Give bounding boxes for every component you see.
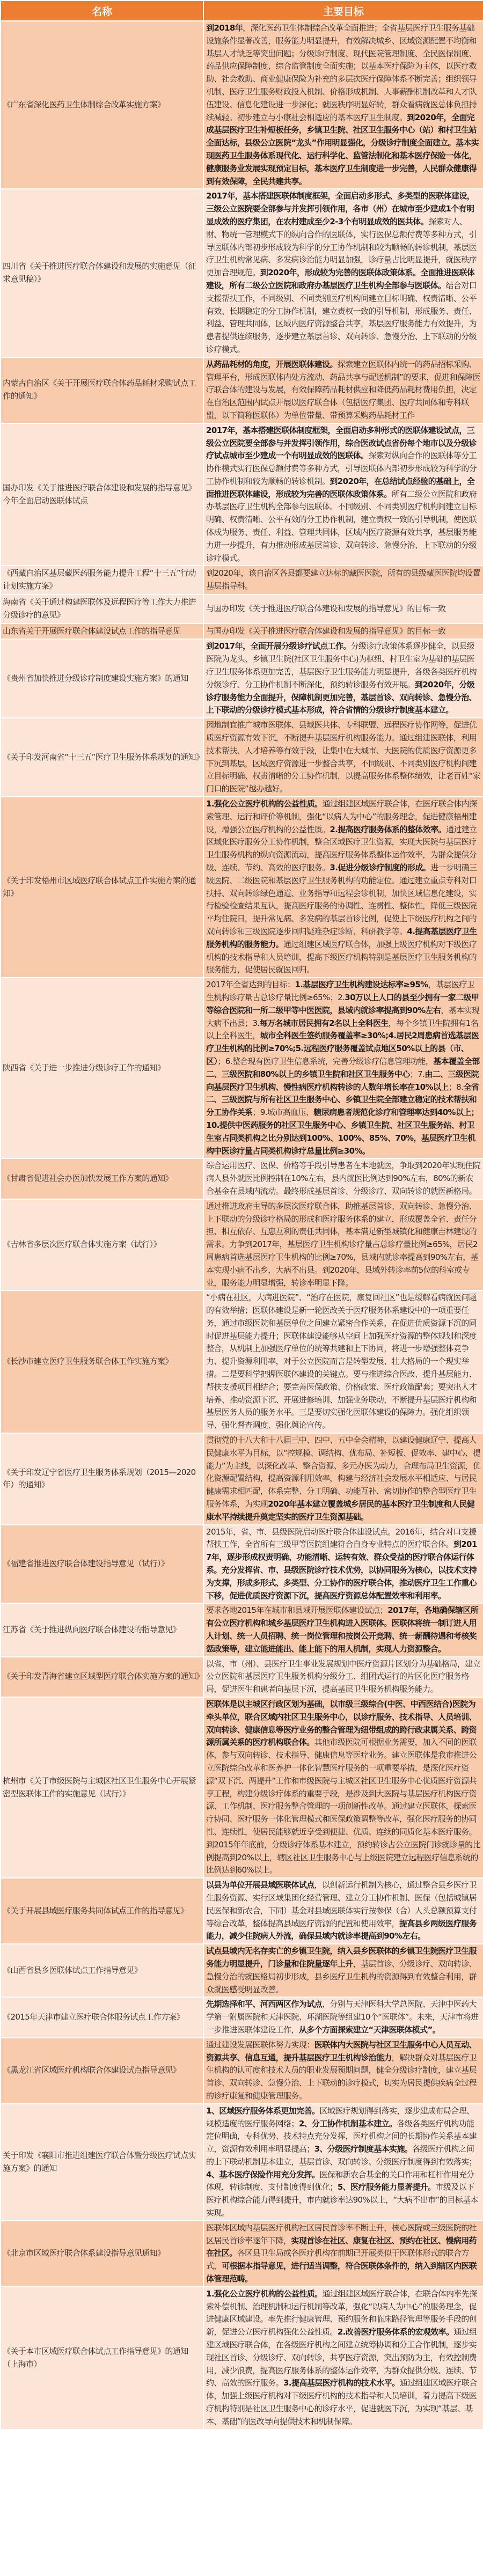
goal-text: 各级医疗机构之间的上下联动机制基本建立，基层首诊、双向转诊、分级医疗制度得到有效落实； <box>206 2144 477 2167</box>
goal-text: 贯彻党的十八大和十八届三中、四中、五中全会精神，以建设健康辽宁、提高人民健康水平为目标，以“控规模、调结构、优布局、补短板、促效率、建中心、提能力”为主线，以深化改革、整合资源、多元办医为动力，合理布局卫生资源，优化资源配置结构，提高资源利用效率，构建与经济社会发展水平相适应、与居民健康需求相匹配，体系完整、分工明确、功能互补、密切协作的整合型医疗卫生服务体系，为实现 <box>206 1435 481 1509</box>
goal-text-emphasis: 到2020年，分级诊疗服务能力全面提升，保障机制更加完善，基层首诊、双向转诊、急慢分治、上下联动的分级诊疗模式基本形成，符合省情的分级诊疗制度基本建立。 <box>206 679 477 715</box>
table-row <box>1 189 483 356</box>
goal-text: 通过组建区域医疗联合体，加强上级医疗机构对下级医疗机构的技术指导和人员培训，着力提高下级医疗机构特别是社区卫生服务中心的诊疗水平，促进就医下沉，为实现“基层、基本、基础”的医改导向提供技术和机制保障。 <box>206 2378 477 2426</box>
goal-text: 因地制宜推广城市医联体、县域医共体、专科联盟、远程医疗协作网等，促进优质医疗资源有效下沉，不断提升基层医疗机构服务能力。通过组建医联体，利用技术帮扶、人才培养等有效手段，让集中在大城市、大医院的优质医疗资源更多下沉到基层，区域医疗资源进一步整合共享，不同级别、不同类别医疗机构间建立目标明确、权责清晰的分工协作机制，以提高服务体系整体绩效，让老百姓“家门口的医院”越办越好。 <box>206 720 481 794</box>
table-row <box>1 978 483 1158</box>
goal-text: 综合运用医疗、医保、价格等手段引导患者在本地就医，争取到2020年实现住院病人县外就医比例控制在10%左右，县内就医比例达到90%左右，80%的新农合基金在县域内流动。最终形成基层首诊、分级诊疗、双向转诊的就医新格局。 <box>206 1161 480 1196</box>
goal-text-emphasis: 到2020年，形成较为完善的医联体政策体系。全面推进医联体建设，所有二级公立医院和政府办基层医疗卫生机构全部参与医联体。 <box>206 268 475 290</box>
goal-text-emphasis: 到2018年 <box>206 23 243 33</box>
policy-name-cell: 《福建省推进医疗联合体建设指导意见（试行）》 <box>1 1525 203 1603</box>
goal-text: 通过组建区域医疗联合体，在各级医疗机构之间建立统筹协调和分工合作机制，逐步实现社区首诊、分级诊疗、双向转诊，共享医疗资源，突出预防为主，有效控制费用，减少浪费，提高医疗服务体系的整体运作效率，为群众提供分级、连续、节约、高效的医疗服务。 <box>206 2327 477 2388</box>
table-row <box>1 1525 483 1603</box>
goal-text: 分级诊疗政策体系逐步健全，以县级医院为龙头、乡镇卫生院(社区卫生服务中心)为枢纽、村卫生室为基础的基层医疗卫生服务体系更加完善，基层医疗卫生服务能力明显提升，各级各类医疗机构分级诊疗、分工协作机制不断深化，预约转诊服务有效开展。 <box>206 641 477 689</box>
policy-name-cell: 《关于开展县域医疗服务共同体试点工作的指导意见》 <box>1 1878 203 1943</box>
policy-goal-cell <box>204 1657 483 1697</box>
policy-name-cell: 山东省关于开展医疗联合体建设试点工作的指导意见 <box>1 624 203 639</box>
goal-text: 进一步明确三级医院、二级医院和基层医疗卫生服务机构的功能定位。通过建立重点专科对口扶持、双向转诊绿色通道、业务指导和远程会诊机制，加快区域信息化建设，实行检验检查结果互认，提高医疗服务的协调性、连贯性、整体性，降低三级医院平均住院日，提升常见病、多发病的基层首诊比例，促使上下级医疗机构之间的双向转诊和三级医院逐步回归疑难杂症诊断、科研教学等。 <box>206 863 477 936</box>
policy-goal-cell <box>204 797 483 977</box>
goal-text: 通过推进政府主导的多层次医疗联合体，助推基层首诊、双向转诊、急慢分治、上下联动的分级诊疗格局的形成和医疗服务体系的建立，形成覆盖全省、责任分担、相互依存、互惠互利的责任共同体，基本满足新型城镇化和健康吉林建设的需求。力争到2017年，基层医疗卫生机构诊疗量占总诊疗量比例≥65%，居民2周患病首选基层医疗卫生机构的比例≥70%，县域内就诊率提高到90%左右，基本实现小病不出乡，大病不出县。到2020年，县域外转诊率前5位的科室或专业，服务能力明显增强，转诊率明显下降。 <box>206 1201 479 1288</box>
goal-text-emphasis: 5、医疗服务能力显著提升。 <box>337 2182 436 2192</box>
policy-name-cell: 《西藏自治区基层藏医药服务能力提升工程“十三五”行动计划实施方案》 <box>1 566 203 594</box>
goal-text-emphasis: 由二、三级医院向基层医疗卫生机构、慢性病医疗机构转诊的人数年增长率在10%以上 <box>206 1069 479 1092</box>
goal-text-emphasis: 2017年，各地确保辖区所有公立医疗机构和城乡基层医疗卫生机构进入医联体。医联体将统一制订进人用人计划、统一人员招聘、统一岗位管理和按岗公开竞聘、统一薪酬待遇和考核奖惩政策等，建立能进能出、能上能下的用人机制，实现人力资源整合。 <box>206 1605 479 1654</box>
table-row <box>1 2221 483 2286</box>
goal-text: 结合对口支援帮扶工作，不同级别、不同类别医疗机构间建立目标明确、权责清晰、公平有效、长期稳定的分工协作机制，建立责权一致的引导机制，形成服务、责任、利益、管理共同体，区域内医疗资源整合共享，基层医疗服务能力有效提升，为患者提供连续服务，逐步建立基层首诊、双向转诊、急慢分治、上下联动的分级诊疗模式。 <box>206 280 477 354</box>
goal-text: ，深化医药卫生体制综合改革全面推进；全省基层医疗卫生服务基础设施条件显著改善，服务能力明显提升，有效解决城乡、区域资源配置不均衡和基层人才缺乏等突出问题；分级诊疗制度、现代医院管理制度、全民医保制度、药品供应保障制度、综合监管制度全面实施；以基本医疗保险为主体，以医疗救助、社会救助、商业健康保险为补充的多层次医疗保障体系不断完善；组织领导机制、医疗卫生服务财政投入机制、价格形成机制、人事薪酬机制改革和人才队伍建设、信息化建设进一步深化；就医秩序明显好转，群众看病就医总体负担持续减轻。初步建立与小康社会相适应的基本医疗卫生制度。 <box>206 23 477 122</box>
table-row <box>1 2038 483 2103</box>
goal-text-emphasis: 3.提高基层医疗机构的技术水平。 <box>283 2378 400 2388</box>
table-row <box>1 718 483 796</box>
goal-text-emphasis: 试点县域内无名存实亡的乡镇卫生院，纳入县乡医联体的乡镇卫生院医疗卫生服务能力明显提升，门诊量和住院量逐年上升 <box>206 1946 477 1969</box>
policy-goal-cell <box>204 21 483 188</box>
goal-text: 所有二级公立医院和政府办基层医疗卫生机构全部参与医联体。不同级别、不同类别医疗机构间建立目标明确、权责清晰、公平有效的分工协作机制，建立责权一致的引导机制，使医联体成为服务、责任、利益、管理共同体，区域内医疗资源有效共享，基层服务能力进一步提升，有力推动形成基层首诊、双向转诊、急慢分治、上下联动的分级诊疗模式。 <box>206 489 477 563</box>
goal-text: 区域医疗规划得到落实，逐步建成布局合理、规模适度的医疗服务网络； <box>206 2105 474 2129</box>
goal-text-emphasis: 3、分级医疗制度基本实施。 <box>314 2144 413 2154</box>
policy-name-cell: 内蒙古自治区《关于开展医疗联合体药品耗材采购试点工作的通知》 <box>1 358 203 423</box>
policy-name-cell: 《关于印发辽宁省医疗卫生服务体系规划（2015—2020年）的通知》 <box>1 1434 203 1524</box>
table-row <box>1 566 483 594</box>
goal-text: ，基层首诊、分级诊疗、双向转诊、急慢分治的就医格局初步形成，县乡医疗卫生机构的资源得到有效整合利用，群众就医感受明显改善。 <box>206 1958 477 1994</box>
goal-text: 各级各类医疗机构功能定位明确，专科优势、技术特点充分发挥，医疗机构之间的长期协作关系基本建立，资源有效利用率明显提高； <box>206 2118 477 2154</box>
goal-text: 通过组建区域医疗联合体，加强上级医疗机构对下级医疗机构的技术指导和人员培训，提高下级医疗机构特别是基层医疗卫生服务机构的服务能力，促使居民就医回归。 <box>206 939 477 975</box>
table-row <box>1 2104 483 2220</box>
policy-name-cell: 《北京市区域医疗联合体系建设指导意见通知》 <box>1 2221 203 2286</box>
column-header-name: 名称 <box>1 1 203 20</box>
goal-text: 通过组建区域医疗联合体，在联合体内率先探索补偿机制、治理机制和运行机制等改革，强化“以病人为中心”的服务理念，促进健康区域建设。率先推行健康管理、预约服务和临床路径管理等服务手段的创新，促进公立医疗机构强化公益性质。 <box>206 2288 477 2337</box>
policy-goal-cell <box>204 2038 483 2103</box>
goal-text: 医联体区域内基层医疗机构社区居民首诊率不断上升，核心医院或三级医院的社区居民首诊率逐年下降， <box>206 2222 477 2245</box>
policy-goal-cell <box>204 1604 483 1656</box>
goal-text-emphasis: 2020年基本建立覆盖城乡居民的基本医疗卫生制度和人民健康水平持续提升奠定坚实的医疗卫生资源基础。 <box>206 1499 475 1522</box>
goal-text-emphasis: 从药品耗材的角度，开展医联体建设。 <box>206 359 338 369</box>
goal-text: 通过组建区域医疗联合体，在医疗联合体内探索管理、运行和评价等机制，强化“以病人为中心”的服务理念，促进健康梧州建设，增强公立医疗机构的公益性质。 <box>206 799 477 834</box>
policy-goal-cell <box>204 189 483 356</box>
goal-text-emphasis: 城市全科医生签约服务覆盖率≥30%;4.居民2周患病首选基层医疗卫生机构的比例≥70%;5.远程医疗服务覆盖试点地区50%以上的县（市、区） <box>206 1031 479 1066</box>
table-row <box>1 1944 483 1997</box>
goal-text: ；7. <box>409 1069 425 1079</box>
goal-text-emphasis: 实现首诊在社区、康复在社区、预约在社区、慢病用药在社区。 <box>206 2235 477 2258</box>
goal-text-emphasis: 从多个方面探索建立“天津医联体模式”。 <box>298 2024 441 2035</box>
policy-name-cell: 江苏省《关于推进纵向医疗联合体建设的指导意见》 <box>1 1604 203 1656</box>
goal-text-emphasis: 1、区域医疗服务体系更加完善。 <box>206 2105 320 2116</box>
goal-text: 探索对纵向合作的医联体等分工协作模式实行医保总额付费等多种方式，引导医联体内部初步形成较为科学的分工协作机制和较为顺畅的转诊机制。 <box>206 451 477 486</box>
goal-text-emphasis: 1.强化公立医疗机构的公益性质。 <box>206 2288 323 2299</box>
policy-name-cell: 《甘肃省促进社会办医加快发展工作方案的通知》 <box>1 1159 203 1198</box>
goal-text: 要求各地2015年在城市和县域开展医联体建设试点； <box>206 1605 388 1616</box>
table-row <box>1 21 483 188</box>
policy-goal-cell <box>204 595 483 623</box>
policy-name-cell: 关于印发《襄阳市推进组建医疗联合体暨分级医疗试点实施方案》的通知 <box>1 2104 203 2220</box>
goal-text: ，解决群众对基层医疗卫生机构的认可度和技术人员的职业发展预期问题，健全分级诊疗制度，建立基层首诊、双向转诊、急慢分治、上下联动的诊疗模式，切实为居民提供疾病全过程的诊疗康复和健康管理服务。 <box>206 2052 477 2101</box>
goal-text-emphasis: 医联体是以主城区行政区划为基础，以市级三级综合(中医、中西医结合)医院为牵头单位，联合区域内社区卫生服务中心，以诊疗服务、技术指导、人员培训、双向转诊、健康信息等医疗业务的整合管理为纽带组成的跨行政隶属关系、跨资源所属关系的医疗机构联合体。 <box>206 1699 477 1748</box>
goal-text-emphasis: 2、分工协作机制基本建立。 <box>298 2118 397 2129</box>
policy-goal-cell <box>204 2287 483 2429</box>
goal-text: “小病在社区，大病进医院”、“治疗在医院，康复回社区”也是缓解看病就医问题的有效举措；医联体建设是新一轮医改关于医疗服务体系建设中的一项重要任务，通过市级医院和基层单位之间建立紧密合作关系，在促进优质资源下沉的同时促进基层能力提升；医联体建设能够从空间上加强医疗资源的整体规划和深度整合，从机制上加强医疗单位的统筹共建和上下协同，将进一步增强整体竞争力、提升资源利用率，对于公立医院而言是转型发展、壮大格局的一个现实举措。二是要科学把握医联体建设的关键点。要与推进综合医改、提升基层能力、帮扶支援项目相结合；要完善医保政策、价格政策、医疗政策配套；要突出人才培养、推动资源下沉、开展进修培训、加强业务联动，不断提升基层医疗机构和基层医务人员的服务水平。三是要切实强化医联体建设的保障力。强化组织领导、强化督查调度、强化舆论宣传。 <box>206 1293 477 1430</box>
goal-text-emphasis: 2017年，基本搭建医联体制度框架，全面启动多形式、多类型的医联体建设，三级公立医院要全部参与并发挥引领作用，各市（州）在城市至少建成1个有明显成效的医疗集团，在农村建成至少2-3个有明显成效的医共体。 <box>206 191 475 226</box>
policy-name-cell: 《吉林省多层次医疗联合体实施方案（试行）》 <box>1 1200 203 1290</box>
goal-text: 2015年，省、市、县级医院启动医疗联合体建设试点。2016年，结合对口支援帮扶工作，全省所有三级甲等医院组建符合自身专业特点的医疗联合体。 <box>206 1526 477 1550</box>
policy-name-cell: 《关于印发梧州市区域医疗联合体试点工作实施方案的通知》 <box>1 797 203 977</box>
policy-goal-cell <box>204 978 483 1158</box>
goal-text-emphasis: 以县为单位开展县域医联体试点 <box>206 1880 314 1890</box>
policy-name-cell: 《2015年天津市建立医疗联合体服务试点工作方案》 <box>1 1998 203 2037</box>
table-row <box>1 1657 483 1697</box>
goal-text-emphasis: 到2017年，全面开展分级诊疗试点工作。 <box>206 641 351 651</box>
policy-name-cell: 海南省《关于通过构建医联体及远程医疗等工作大力推进分级诊疗的意见》 <box>1 595 203 623</box>
goal-text: 市级及以下医疗机构综合能力得到提升，市内就诊率达90%以上，“大病不出市”的目标基本实现。 <box>206 2182 478 2218</box>
goal-text-emphasis: 到2020年，在总结试点经验的基础上，全面推进医联体建设，形成较为完善的医联体政策体系。 <box>206 476 475 499</box>
table-row <box>1 1159 483 1198</box>
column-header-goal: 主要目标 <box>204 1 483 20</box>
policy-name-cell: 《关于印发河南省“十三五”医疗卫生服务体系规划的通知》 <box>1 718 203 796</box>
goal-text-emphasis: 先期选择和平、河西两区作为试点 <box>206 1999 323 2009</box>
goal-text: ，基本实现大病不出县；3. <box>206 1005 480 1028</box>
policy-goal-cell <box>204 1525 483 1603</box>
table-row <box>1 1698 483 1877</box>
policy-goal-cell <box>204 424 483 566</box>
goal-text: 其他市级医院可根据业务需要，加入不同的医联体，参与双向转诊、技术指导、健康信息等医疗业务。建立医联体是我市推进公立医院综合改革和医养护一体化智慧医疗服务的一项重要举措，是深化医疗资源“双下沉、两提升”工作和市级医院与主城区社区卫生服务中心优质医疗资源共享工程，构建分级诊疗体系的重要手段，是涉及到大医院与基层医疗机构医疗资源、工作机制、医疗服务整合管理的一项创新性改革。通过建立医联体，探索医疗协同、医疗服务一体化管理模式和医保政策调整等改革，强化医疗服务的协同性、连续性，使居民能够就近享受到便捷、优质、连续的同质化基本医疗服务。到2015年年底前，分级诊疗体系基本建立，预约转诊占公立医院门诊就诊量的比例提高到20%以上，辖区社区卫生服务中心与上级医院建立远程医疗信息系统的比例达到60%以上。 <box>206 1737 480 1875</box>
goal-text: ，每个乡镇卫生院拥有1名以上全科医生， <box>206 1018 479 1041</box>
table-row <box>1 1291 483 1433</box>
table-header-row <box>1 1 483 20</box>
goal-text-emphasis: 基本覆盖全部二、三级医院和80%以上的乡镇卫生院和社区卫生服务中心 <box>206 1056 480 1079</box>
goal-text-emphasis: 30万以上人口的县至少拥有一家二级甲等综合医院和一所二级甲等中医医院，县域内就诊率提高到90%左右 <box>206 992 479 1015</box>
goal-text-emphasis: 4、基本医疗保险作用充分发挥。 <box>206 2169 320 2179</box>
policy-goal-cell <box>204 1998 483 2037</box>
table-row <box>1 1998 483 2037</box>
goal-text: 到2020年，该自治区各县都要建立达标的藏医医院，所有的县级藏医医院均设置基层指导科。 <box>206 568 480 591</box>
policy-goal-cell <box>204 718 483 796</box>
goal-text: ；8. <box>448 1082 464 1092</box>
goal-text: 通过建设发展医联体努力实现： <box>206 2039 314 2050</box>
policy-name-cell: 国办印发《关于推进医疗联合体建设和发展的指导意见》今年全面启动医联体试点 <box>1 424 203 566</box>
policy-goal-cell <box>204 624 483 639</box>
policy-goal-cell <box>204 1159 483 1198</box>
table-row <box>1 640 483 717</box>
goal-text-emphasis: 2017年，基本搭建医联体制度框架，全面启动多种形式的医联体建设试点，三级公立医院要全部参与并发挥引领作用，综合医改试点省份每个地市以及分级诊疗试点城市至少建成一个有明显成效的医联体。 <box>206 425 477 461</box>
table-body <box>1 21 483 2429</box>
policy-goal-cell <box>204 1944 483 1997</box>
goal-text-emphasis: 可根据本指导意见，进行适当调整，符合医联体条件的，纳入到辖区内医联体管理范畴。 <box>206 2261 477 2284</box>
goal-text-emphasis: 每万名城市居民拥有2名以上全科医生 <box>259 1018 389 1028</box>
policy-goal-cell <box>204 640 483 717</box>
table-row <box>1 1604 483 1656</box>
goal-text-emphasis: 提高县乡两级医疗服务能力，减少住院病人外流，确保县域内就诊率提高到90%左右。 <box>206 1918 477 1941</box>
goal-text-emphasis: 糖尿病患者规范化诊疗和管理率达到40%以上；10.提供中医药服务的社区卫生服务中心、乡镇卫生院、社区卫生服务站、村卫生室占同类机构之比分别达到100%、100%、85%、70%，基层医疗卫生机构中医诊疗量占同类机构诊疗总量比例≥30%。 <box>206 1107 479 1156</box>
policy-name-cell: 《黑龙江省区域医疗机构联合体建设试点指导意见》 <box>1 2038 203 2103</box>
policy-goal-cell <box>204 1291 483 1433</box>
goal-text: 探索对人、财、物统一管理模式下的纵向合作的医联体，实行医保总额付费等多种方式，引导医联体内部初步形成较为科学的分工协作机制和较为顺畅的转诊机制，基层医疗卫生机构常见病、多发病诊治能力明显加强，诊疗量占比明显提升，就医秩序更加合理规范。 <box>206 216 477 278</box>
policy-goal-cell <box>204 1878 483 1943</box>
goal-text: 通过建立区域化医疗服务分工协作机制，整合区域医疗卫生资源，实现大医院与基层医疗卫生服务机构的纵向资源流动，提高医疗服务体系整体运作效率，为群众提供分级、连续、节约、高效的医疗服务。 <box>206 824 477 872</box>
policy-name-cell: 《广东省深化医药卫生体制综合改革实施方案》 <box>1 21 203 188</box>
policy-goal-cell <box>204 2221 483 2286</box>
goal-text-emphasis: 医联体内大医院与社区卫生服务中心人员互动、资源共享、信息互通，提升基层医疗卫生机构诊治能力 <box>206 2039 477 2063</box>
policy-name-cell: 《关于本市区域医疗联合体试点工作指导意见》的通知（上海市） <box>1 2287 203 2429</box>
policy-name-cell: 陕西省《关于进一步推进分级诊疗工作的通知》 <box>1 978 203 1158</box>
table-row <box>1 1878 483 1943</box>
policy-name-cell: 《山西省县乡医联体试点工作指导意见》 <box>1 1944 203 1997</box>
policy-goal-cell <box>204 1200 483 1290</box>
goal-text-emphasis: 全省二、三级医院与所有社区卫生服务中心、乡镇卫生院全部建立稳定的技术帮扶和分工协作关系 <box>206 1082 479 1118</box>
goal-text: ，以创新运行机制为核心，通过整合县乡医疗卫生服务资源、实行区域集团化经营管理、建立分工协作机制、医保（包括城镇居民医保和新农合，下同）基金对县域医联体实行按参保（合）人头总额预算支付等综合改革，整体提高县域医疗资源的配置和使用效率， <box>206 1880 477 1928</box>
table-row <box>1 1200 483 1290</box>
goal-text-emphasis: 3.促进分级诊疗制度的形成。 <box>330 863 431 872</box>
table-row <box>1 424 483 566</box>
goal-text: ；9.城市高血压、 <box>252 1107 314 1118</box>
goal-text-emphasis: 2.提高医疗服务体系的整体效率。 <box>330 824 446 834</box>
policy-goal-cell <box>204 566 483 594</box>
policy-name-cell: 《关于印发青海省建立区域型医疗联合体实施方案的通知》 <box>1 1657 203 1697</box>
goal-text: 以省、市（州）、县医疗卫生事业发展规划中医疗资源片区划分为基础格局，建立公立医院和基层医疗卫生服务机构分级分工、组团式运行的片区化医疗服务格局，促进医生和患者向基层下沉，提高基层卫生服务机构服务能力。 <box>206 1658 480 1694</box>
goal-text-emphasis: 2.改善医疗服务体系的宏观效率。 <box>337 2327 454 2337</box>
goal-text: 与国办印发《关于推进医疗联合体建设和发展的指导意见》的目标一致 <box>206 626 446 636</box>
goal-text: 与国办印发《关于推进医疗联合体建设和发展的指导意见》的目标一致 <box>206 603 446 613</box>
policy-goal-cell <box>204 2104 483 2220</box>
policy-name-cell: 杭州市《关于市级医院与主城区社区卫生服务中心开展紧密型医联体工作的实施意见（试行）》 <box>1 1698 203 1877</box>
goal-text: 2017年全省达到的目标： <box>206 980 295 990</box>
goal-text-emphasis: 到2017年，逐步形成权责明确、功能清晰、运转有效、群众受益的医疗联合体运行体系。充分发挥省、市、县级医院诊疗技术优势，以协同服务为核心，以技术支持为支撑，形成多形式、多类型、分工协作的医疗联合体，推动医疗卫生工作重心下移，促进优质医疗资源下沉，提高医疗资源总体配置效率和利用率。 <box>206 1539 477 1601</box>
policy-goal-cell <box>204 1698 483 1877</box>
goal-text: 探索建立医联体内统一的药品招标采购、管理平台，形成医联体内处方流动、药品共享与配送机制”的要求，促进和保障医疗联合体的建设与发展，有效保障药品耗材供应和降低药品耗材费用负担，决定在自治区范围内试点开展以医疗联合体（包括医疗集团、医疗共同体和专科联盟，以下简称医联体）为单位带量、带预算采购药品耗材工作 <box>206 359 481 420</box>
goal-text-emphasis: 4.提高基层医疗卫生服务机构的服务能力。 <box>206 926 477 949</box>
table-row <box>1 2287 483 2429</box>
goal-text-emphasis: 1.强化公立医疗机构的公益性质。 <box>206 799 323 809</box>
goal-text-emphasis: 到2020年，全面完成基层医疗卫生补短板任务，乡镇卫生院、社区卫生服务中心（站）和村卫生站全面达标，县级公立医院“龙头”作用明显强化，分级诊疗制度全面建立。基本实现医药卫生服务体系现代化、运行科学化、监管法制化和基本医疗保险一体化，健康服务业发展实现预定目标，基本医疗卫生制度进一步完善，人民群众健康得到有效保障，全民共建共享。 <box>206 112 479 186</box>
policy-name-cell: 《贵州省加快推进分级诊疗制度建设实施方案》的通知 <box>1 640 203 717</box>
table-row <box>1 797 483 977</box>
policy-name-cell: 四川省《关于推进医疗联合体建设和发展的实施意见（征求意见稿）》 <box>1 189 203 356</box>
table-row <box>1 358 483 423</box>
policy-goal-cell <box>204 358 483 423</box>
table-row <box>1 624 483 639</box>
goal-text: 各区县卫生局或各医疗机构在前期已开展类似于医联体形式的联合方式， <box>206 2248 469 2271</box>
goal-text: 医保和新农合基金的关口作用和杠杆作用充分体现，转诊制度、支付制度得到优化； <box>206 2169 474 2192</box>
goal-text-emphasis: 1.基层医疗卫生机构建设达标率≥95% <box>295 980 428 990</box>
policy-goal-cell <box>204 1434 483 1524</box>
table-row <box>1 595 483 623</box>
policy-name-cell: 《长沙市建立医疗卫生服务联合体工作实施方案》 <box>1 1291 203 1433</box>
goal-text: ，分别与天津医科大学总医院、天津中医药大学第一附属医院和天津医院、环湖医院等组建10个“医联体”。未来，天津市将进一步推进医联体建设工作， <box>206 1999 479 2035</box>
goal-text: ；6.整合现有医疗卫生信息系统，完善分级诊疗信息管理功能， <box>217 1056 434 1066</box>
table-row <box>1 1434 483 1524</box>
goal-text: ，基层医疗卫生机构诊疗量占总诊疗量比例≥65%；2. <box>206 980 474 1002</box>
